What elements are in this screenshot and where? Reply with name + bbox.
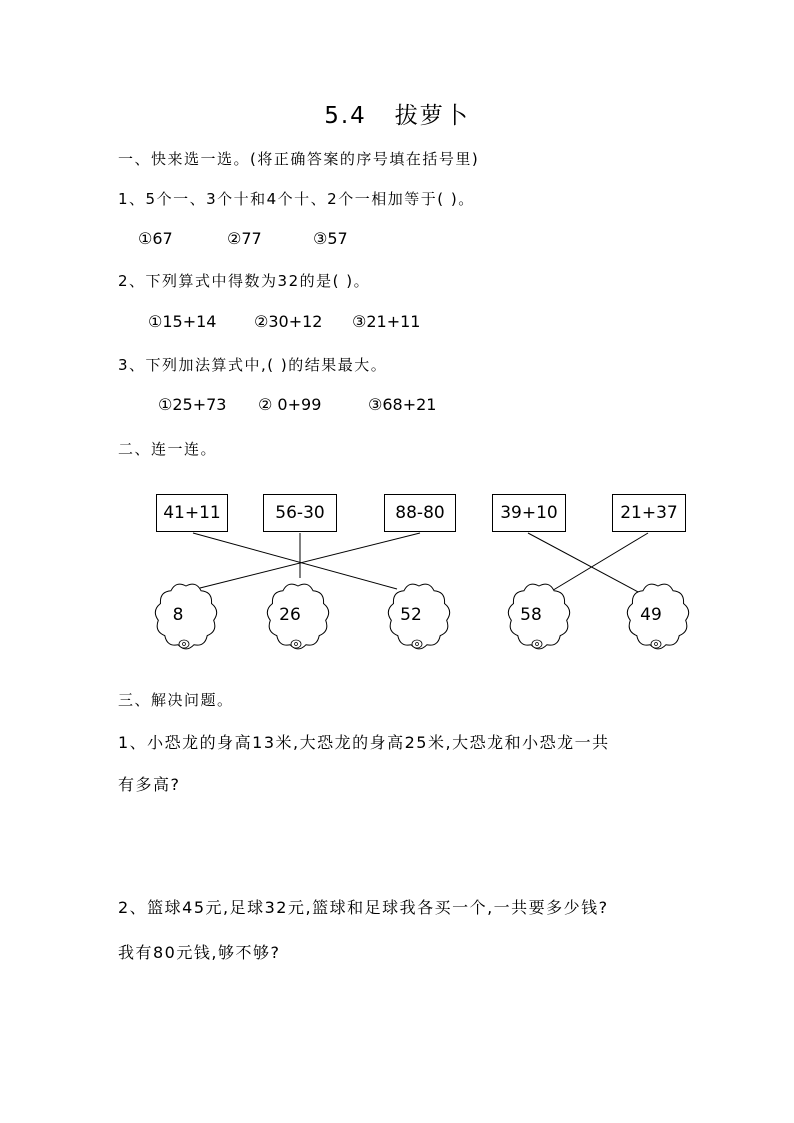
- question-3: 3、下列加法算式中,( )的结果最大。: [118, 356, 388, 374]
- q3-option-2: ② 0+99: [258, 395, 322, 414]
- cloud-ornament: [179, 640, 189, 648]
- cloud-number: 52: [400, 605, 422, 625]
- section3-heading: 三、解决问题。: [118, 691, 234, 709]
- link-21+37-58: [550, 533, 648, 592]
- expression-box: 56-30: [263, 494, 337, 532]
- q3-option-1: ①25+73: [158, 395, 227, 414]
- link-41+11-52: [193, 533, 397, 589]
- section1-heading: 一、快来选一选。(将正确答案的序号填在括号里): [118, 150, 480, 168]
- cloud-number: 58: [520, 605, 542, 625]
- question-1: 1、5个一、3个十和4个十、2个一相加等于( )。: [118, 190, 475, 208]
- q2-option-3: ③21+11: [352, 312, 421, 331]
- expression-box: 41+11: [156, 494, 228, 532]
- cloud-number: 8: [172, 605, 184, 625]
- cloud-ornament: [651, 640, 661, 648]
- q1-option-2: ②77: [227, 229, 262, 248]
- cloud-number: 26: [279, 605, 301, 625]
- section2-heading: 二、连一连。: [118, 440, 218, 458]
- expression-box: 39+10: [492, 494, 566, 532]
- title-number: 5.4: [324, 103, 367, 129]
- problem-2-line-2: 我有80元钱,够不够?: [118, 943, 281, 962]
- link-88-80-8: [200, 533, 420, 588]
- question-2: 2、下列算式中得数为32的是( )。: [118, 272, 371, 290]
- expression-box: 88-80: [384, 494, 456, 532]
- q2-option-1: ①15+14: [148, 312, 217, 331]
- cloud-ornament: [412, 640, 422, 648]
- q3-option-3: ③68+21: [368, 395, 437, 414]
- expression-box: 21+37: [612, 494, 686, 532]
- problem-1-line-1: 1、小恐龙的身高13米,大恐龙的身高25米,大恐龙和小恐龙一共: [118, 733, 610, 752]
- q1-option-1: ①67: [138, 229, 173, 248]
- title-text: 拔萝卜: [394, 103, 470, 129]
- problem-2-line-1: 2、篮球45元,足球32元,篮球和足球我各买一个,一共要多少钱?: [118, 898, 609, 917]
- problem-1-line-2: 有多高?: [118, 775, 181, 794]
- cloud-ornament: [291, 640, 301, 648]
- q1-option-3: ③57: [313, 229, 348, 248]
- cloud-ornament: [532, 640, 542, 648]
- cloud-number: 49: [640, 605, 662, 625]
- q2-option-2: ②30+12: [254, 312, 323, 331]
